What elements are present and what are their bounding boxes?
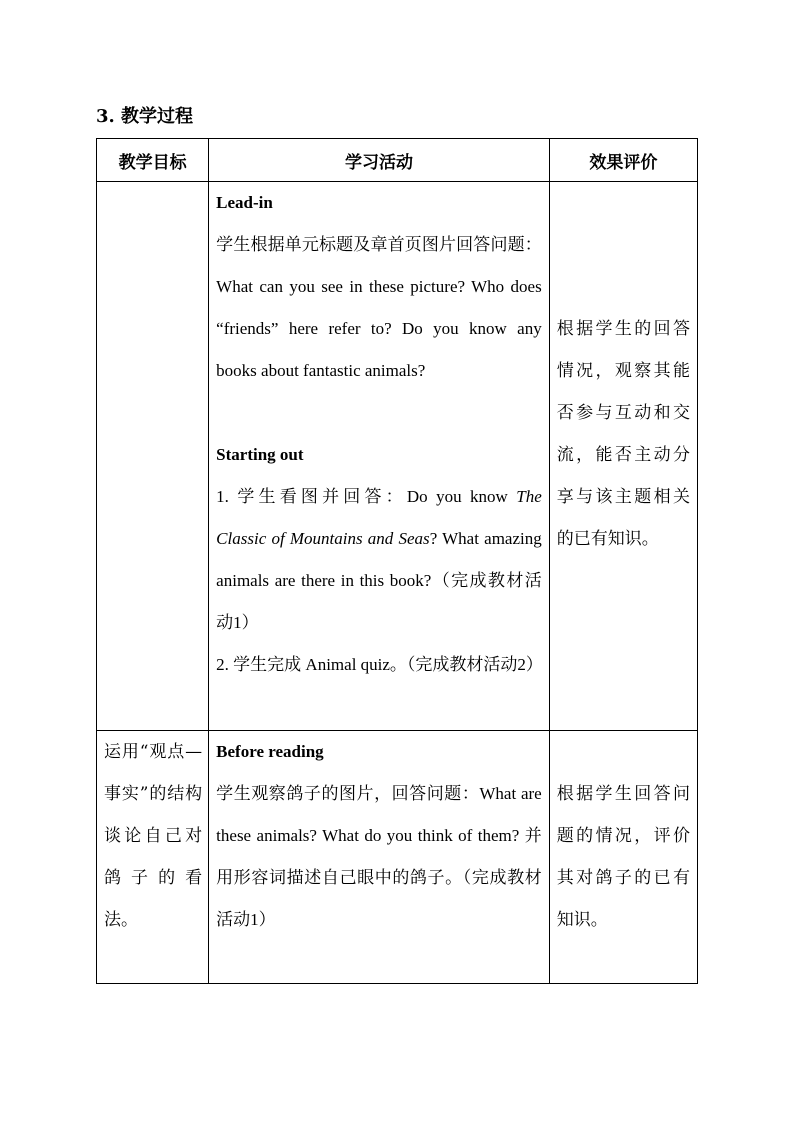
activity-cell — [209, 731, 550, 984]
spacer — [216, 392, 542, 434]
starting-out-item-1 — [216, 476, 542, 644]
leadin-title: Lead-in — [216, 193, 273, 212]
goal-text: 运用“观点—事实”的结构谈论自己对鸽子的看法。 — [104, 742, 203, 930]
starting-out-title: Starting out — [216, 445, 304, 464]
starting-out-item-2: 2. 学生完成 Animal quiz。（完成教材活动2） — [216, 655, 543, 674]
teaching-process-table — [96, 138, 698, 984]
activity-content — [209, 731, 549, 941]
goal-cell — [97, 182, 209, 731]
header-evaluation: 效果评价 — [549, 139, 697, 182]
table-row — [97, 731, 698, 984]
leadin-text: 学生根据单元标题及章首页图片回答问题：What can you see in these picture? Who does “friends” here refer to? Do you know any books about fantastic animals? — [216, 235, 542, 380]
item1-suffix: ? What amazing animals are there in this book?（完成教材活动1） — [216, 529, 542, 632]
before-reading-text: 学生观察鸽子的图片，回答问题：What are these animals? What do you think of them? 并用形容词描述自己眼中的鸽子。（完成教材活动1） — [216, 784, 542, 929]
book-title: The Classic of Mountains and Seas — [216, 487, 542, 548]
evaluation-text: 根据学生回答问题的情况，评价其对鸽子的已有知识。 — [556, 784, 690, 930]
section-heading: 3. 教学过程 — [96, 106, 194, 127]
activity-cell — [209, 182, 550, 731]
evaluation-cell — [549, 182, 697, 731]
goal-cell — [97, 731, 209, 984]
item1-prefix: 1. 学生看图并回答：Do you know — [216, 487, 517, 506]
activity-content — [209, 182, 549, 686]
before-reading-title: Before reading — [216, 742, 324, 761]
table-row — [97, 182, 698, 731]
table-header-row — [97, 139, 698, 182]
header-learning-activity: 学习活动 — [209, 139, 550, 182]
evaluation-cell — [549, 731, 697, 984]
header-teaching-goal: 教学目标 — [97, 139, 209, 182]
evaluation-text: 根据学生的回答情况，观察其能否参与互动和交流，能否主动分享与该主题相关的已有知识。 — [556, 319, 690, 549]
